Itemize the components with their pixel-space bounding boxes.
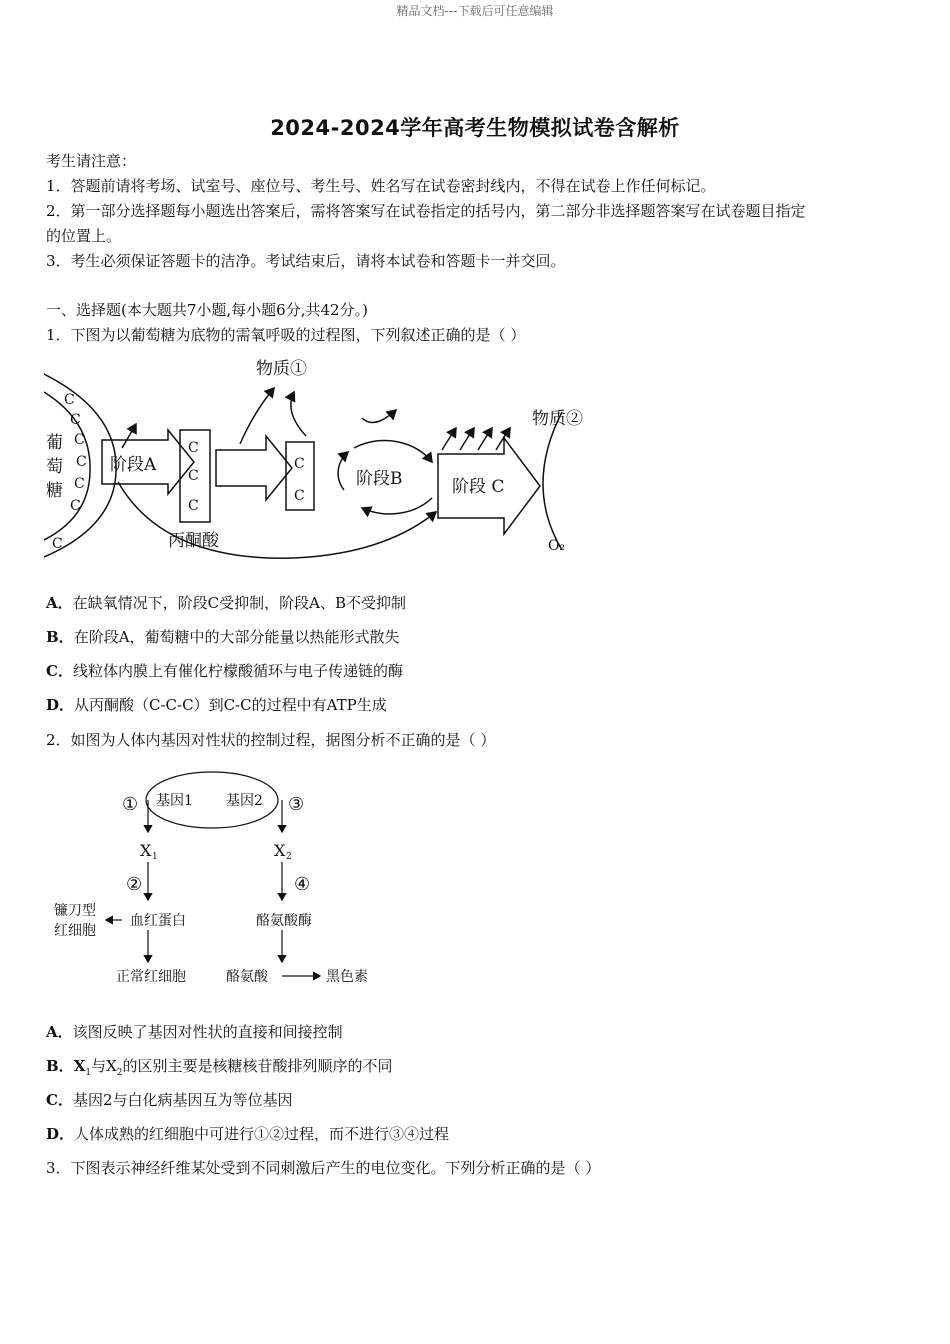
cycle-co2-arrow [362,410,396,423]
substance1-label: 物质① [256,359,307,379]
cycle-arc-top [354,441,432,462]
acetyl-c-1: C [294,456,305,472]
glucose-label-3: 糖 [46,481,63,501]
q2-gene-control-diagram [50,770,380,990]
marker-2: ② [126,874,143,895]
o2-label: O₂ [548,538,566,554]
substance1-arrow-right [291,392,306,436]
notice-item-1: 1．答题前请将考场、试室号、座位号、考生号、姓名写在试卷密封线内，不得在试卷上作任何标记。 [46,177,716,195]
glucose-c-3: C [74,432,85,448]
glucose-c-6: C [70,498,81,514]
tyrosine-label: 酪氨酸 [226,969,268,985]
notice-heading: 考生请注意： [46,152,137,170]
cycle-arc-bottom [362,498,432,514]
x1-label: X [140,841,152,860]
q2-option-a[interactable]: A．该图反映了基因对性状的直接和间接控制 [46,1023,343,1041]
q1-respiration-diagram [44,352,604,564]
glucose-c-2: C [70,412,81,428]
section-heading: 一、选择题(本大题共7小题,每小题6分,共42分。) [46,301,368,319]
pyruvate-c-1: C [188,440,199,456]
x2-sub: 2 [286,852,292,862]
substance1-arrow-left [240,388,274,444]
gene1-label: 基因1 [156,793,193,809]
marker-4: ④ [294,874,311,895]
notice-item-2-cont: 的位置上。 [46,227,122,245]
substance2-label: 物质② [532,409,583,429]
stage-a-byproduct-arrow [122,424,136,448]
q3-stem: 3．下图表示神经纤维某处受到不同刺激后产生的电位变化。下列分析正确的是（ ） [46,1159,601,1177]
q1-option-d[interactable]: D．从丙酮酸（C-C-C）到C-C的过程中有ATP生成 [46,696,387,714]
stage-c-byproduct-arrow-3 [478,428,492,450]
marker-1: ① [122,794,139,815]
header-note: 精品文档---下载后可任意编辑 [396,4,554,18]
acetyl-c-2: C [294,488,305,504]
normal-rbc-label: 正常红细胞 [116,969,186,985]
glucose-c-7: C [52,536,63,552]
q2-stem: 2．如图为人体内基因对性状的控制过程，据图分析不正确的是（ ） [46,731,496,749]
sickle-label-2: 红细胞 [54,923,96,939]
stage-b-label: 阶段B [356,469,403,489]
pyruvate-label: 丙酮酸 [168,531,219,551]
glucose-c-4: C [76,454,87,470]
paper-title: 2024-2024学年高考生物模拟试卷含解析 [270,116,680,140]
pyruvate-c-3: C [188,498,199,514]
marker-3: ③ [288,794,305,815]
tyrosinase-label: 酪氨酸酶 [256,913,312,929]
q2-option-d[interactable]: D．人体成熟的红细胞中可进行①②过程，而不进行③④过程 [46,1125,450,1143]
stage-a-label: 阶段A [110,455,157,475]
hemoglobin-label: 血红蛋白 [130,913,186,929]
glucose-c-5: C [74,476,85,492]
sickle-label-1: 镰刀型 [54,903,96,919]
glucose-label-2: 萄 [46,457,63,477]
q1-option-b[interactable]: B．在阶段A，葡萄糖中的大部分能量以热能形式散失 [46,628,400,646]
melanin-label: 黑色素 [326,969,368,985]
stage-c-byproduct-arrow-4 [496,428,510,450]
x2-label: X [274,841,286,860]
notice-item-3: 3．考生必须保证答题卡的洁净。考试结束后，请将本试卷和答题卡一并交回。 [46,252,566,270]
bottom-return-arrow [118,482,436,558]
cycle-arc-left [338,452,348,490]
gene2-label: 基因2 [226,793,263,809]
stage-c-byproduct-arrow-2 [460,428,474,450]
glucose-c-1: C [64,392,75,408]
q2-option-b[interactable]: B．$X_1$与$X_2$的区别主要是核糖核苷酸排列顺序的不同 [46,1057,393,1078]
q2-option-c[interactable]: C．基因2与白化病基因互为等位基因 [46,1091,293,1109]
notice-item-2: 2．第一部分选择题每小题选出答案后，需将答案写在试卷指定的括号内，第二部分非选择题答案写在试卷题目指定 [46,202,806,220]
q1-stem: 1．下图为以葡萄糖为底物的需氧呼吸的过程图，下列叙述正确的是（ ） [46,326,526,344]
transfer-arrow [216,436,292,500]
q1-option-a[interactable]: A．在缺氧情况下，阶段C受抑制，阶段A、B不受抑制 [46,594,406,612]
membrane-arc [543,412,562,550]
stage-c-label: 阶段 C [452,477,505,497]
x1-sub: 1 [152,852,158,862]
stage-c-byproduct-arrow-1 [442,428,456,450]
glucose-label-1: 葡 [46,433,63,453]
q1-option-c[interactable]: C．线粒体内膜上有催化柠檬酸循环与电子传递链的酶 [46,662,403,680]
pyruvate-c-2: C [188,468,199,484]
